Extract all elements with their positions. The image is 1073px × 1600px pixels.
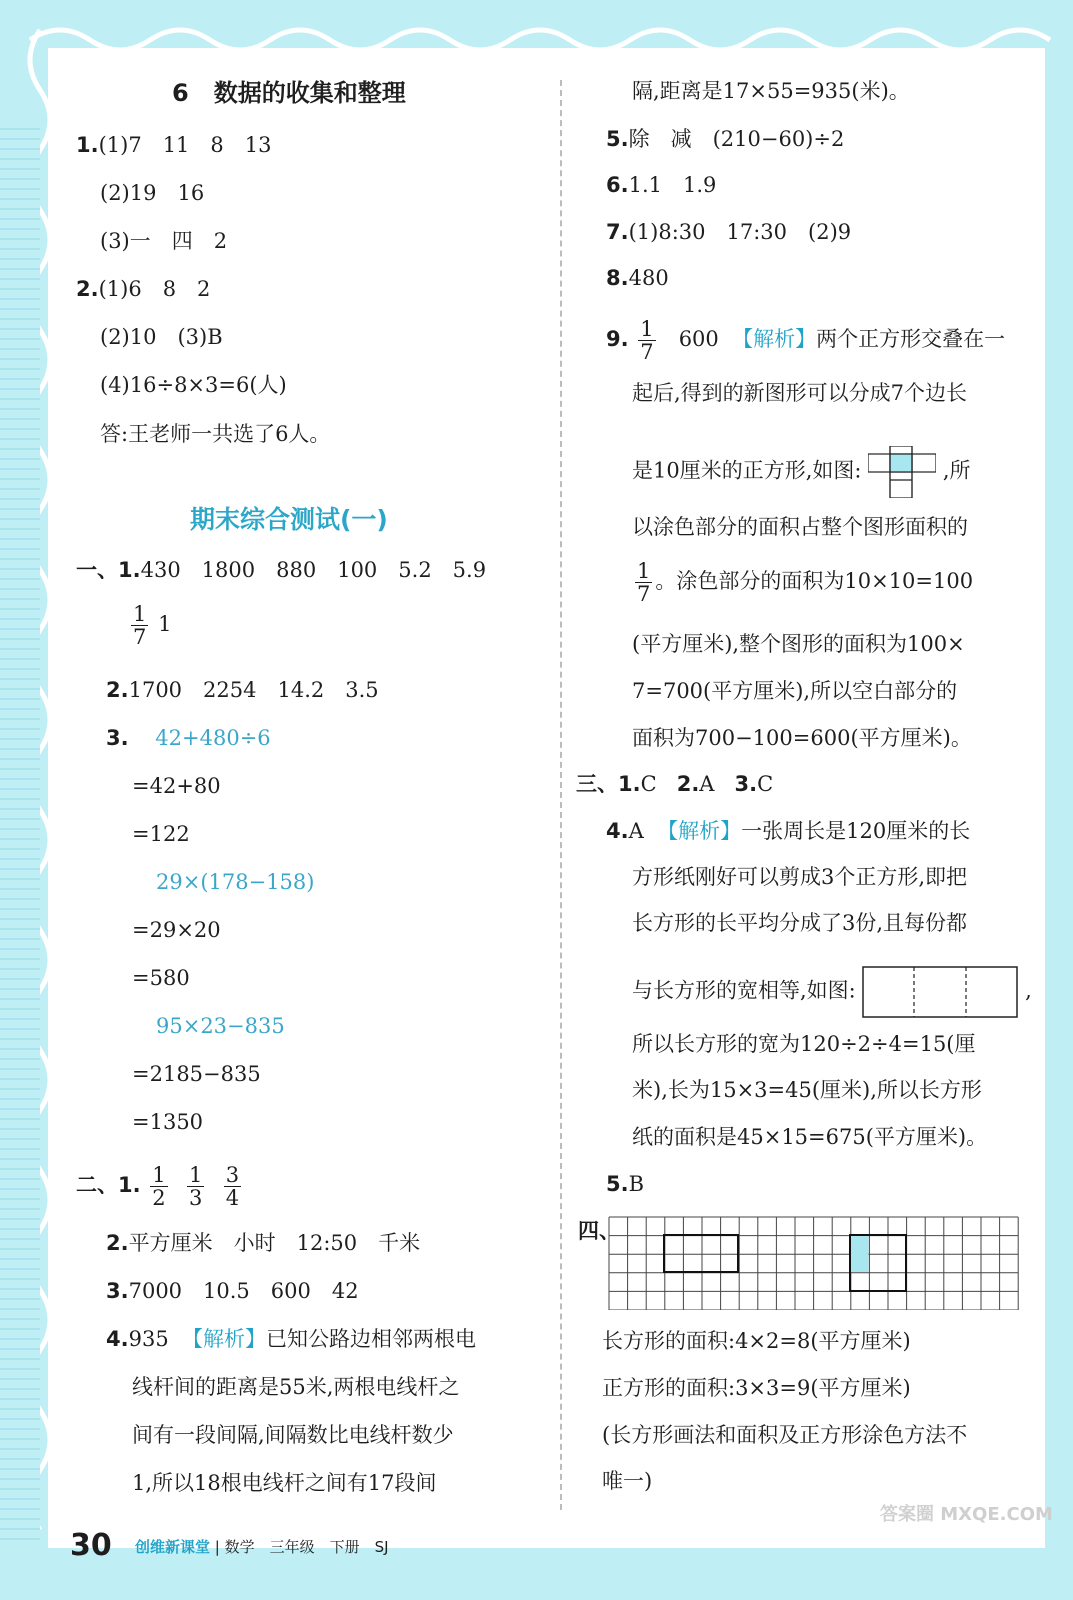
grid-figure (608, 1216, 1020, 1310)
fraction: $\frac{1}{7}$ (133, 602, 147, 650)
page-number: 30 (70, 1528, 112, 1563)
s3-q4-text3: 长方形的长平均分成了3份,且每份都 (632, 911, 968, 935)
q2-line-b: (2)10 (3)B (100, 325, 223, 349)
calc1-step2: =122 (132, 822, 190, 846)
calc3-step2: =1350 (132, 1110, 204, 1134)
calc1-step1: =42+80 (132, 774, 221, 798)
q1-line-c: (3)一 四 2 (100, 229, 228, 253)
fraction: $\frac{1}{3}$ (189, 1163, 203, 1211)
s1-q1-fraction-line: $\frac{1}{7}$ 1 (133, 602, 172, 650)
q1-line-b: (2)19 16 (100, 181, 205, 205)
s3-q4: 4.A 【解析】一张周长是120厘米的长 (606, 819, 971, 843)
section-number: 6 (172, 79, 189, 107)
s2-q4: 4.935 【解析】已知公路边相邻两根电 (106, 1327, 477, 1351)
s1-q1: 一、1.430 1800 880 100 5.2 5.9 (76, 558, 487, 582)
section-title-text: 数据的收集和整理 (213, 79, 406, 107)
q9-text5: $\frac{1}{7}$ 。涂色部分的面积为10×10=100 (637, 559, 974, 607)
calc2-expr: 29×(178−158) (156, 870, 315, 894)
brand-name: 创维新课堂 (135, 1538, 211, 1556)
calc3-expr: 95×23−835 (156, 1014, 285, 1038)
q9-text4: 以涂色部分的面积占整个图形面积的 (632, 515, 968, 539)
s3-q4-text6: 米),长为15×3=45(厘米),所以长方形 (632, 1078, 982, 1102)
side-stripes (0, 120, 40, 1540)
s3-q5: 5.B (606, 1172, 645, 1196)
q9-text3: 是10厘米的正方形,如图: ,所 (632, 446, 971, 498)
q9-text7: 7=700(平方厘米),所以空白部分的 (632, 679, 958, 703)
q2-line-a: 2.(1)6 8 2 (76, 277, 211, 301)
q5: 5.除 减 (210−60)÷2 (606, 127, 845, 151)
q7: 7.(1)8:30 17:30 (2)9 (606, 220, 852, 244)
s2-q1: 二、1. $\frac{1}{2}$ $\frac{1}{3}$ $\frac{3}{4}$ (76, 1163, 240, 1211)
s4-text3: (长方形画法和面积及正方形涂色方法不 (602, 1423, 968, 1447)
column-divider (560, 80, 562, 1510)
s4-text4: 唯一) (602, 1469, 653, 1493)
exam-title: 期末综合测试(一) (190, 505, 388, 534)
q9-text8: 面积为700−100=600(平方厘米)。 (632, 726, 972, 750)
s1-q3: 3. 42+480÷6 (106, 726, 271, 750)
s4-label: 四、 (578, 1219, 620, 1243)
s2-q4-text3: 间有一段间隔,间隔数比电线杆数少 (132, 1423, 454, 1447)
s1-q2: 2.1700 2254 14.2 3.5 (106, 678, 379, 702)
s3-q4-text7: 纸的面积是45×15=675(平方厘米)。 (632, 1125, 988, 1149)
calc2-step2: =580 (132, 966, 190, 990)
three-squares-figure (862, 966, 1018, 1018)
q2-answer: 答:王老师一共选了6人。 (100, 422, 331, 446)
fraction: $\frac{1}{7}$ (640, 317, 654, 365)
overlap-squares-figure (868, 446, 936, 498)
s2-q4-text4: 1,所以18根电线杆之间有17段间 (132, 1471, 437, 1495)
watermark: 答案圈 MXQE.COM (880, 1504, 1053, 1525)
s2-q2: 2.平方厘米 小时 12:50 千米 (106, 1231, 421, 1255)
q8: 8.480 (606, 266, 669, 290)
s4-text2: 正方形的面积:3×3=9(平方厘米) (602, 1376, 911, 1400)
s3-q4-text2: 方形纸刚好可以剪成3个正方形,即把 (632, 865, 968, 889)
s3-q4-text4: 与长方形的宽相等,如图: , (632, 966, 1032, 1018)
fraction: $\frac{3}{4}$ (225, 1163, 240, 1211)
q9-text6: (平方厘米),整个图形的面积为100× (632, 632, 965, 656)
q6: 6.1.1 1.9 (606, 173, 717, 197)
calc2-step1: =29×20 (132, 918, 221, 942)
q1-line-a: 1.(1)7 11 8 13 (76, 133, 272, 157)
r-line1: 隔,距离是17×55=935(米)。 (632, 79, 910, 103)
s4-text1: 长方形的面积:4×2=8(平方厘米) (602, 1329, 911, 1353)
s3-q4-text5: 所以长方形的宽为120÷2÷4=15(厘 (632, 1032, 976, 1056)
footer-info (135, 1536, 389, 1557)
s3-q1-3: 三、1.C 2.A 3.C (576, 772, 774, 796)
footer-meta: | 数学 三年级 下册 SJ (214, 1538, 389, 1556)
fraction: $\frac{1}{2}$ (152, 1163, 166, 1211)
q9-text2: 起后,得到的新图形可以分成7个边长 (632, 381, 968, 405)
calc3-step1: =2185−835 (132, 1062, 261, 1086)
s2-q4-text2: 线杆间的距离是55米,两根电线杆之 (132, 1375, 460, 1399)
q9: 9. $\frac{1}{7}$ 600 【解析】两个正方形交叠在一 (606, 317, 1006, 365)
fraction: $\frac{1}{7}$ (637, 559, 651, 607)
q2-line-c: (4)16÷8×3=6(人) (100, 373, 287, 397)
s2-q3: 3.7000 10.5 600 42 (106, 1279, 359, 1303)
section-title (172, 78, 406, 108)
